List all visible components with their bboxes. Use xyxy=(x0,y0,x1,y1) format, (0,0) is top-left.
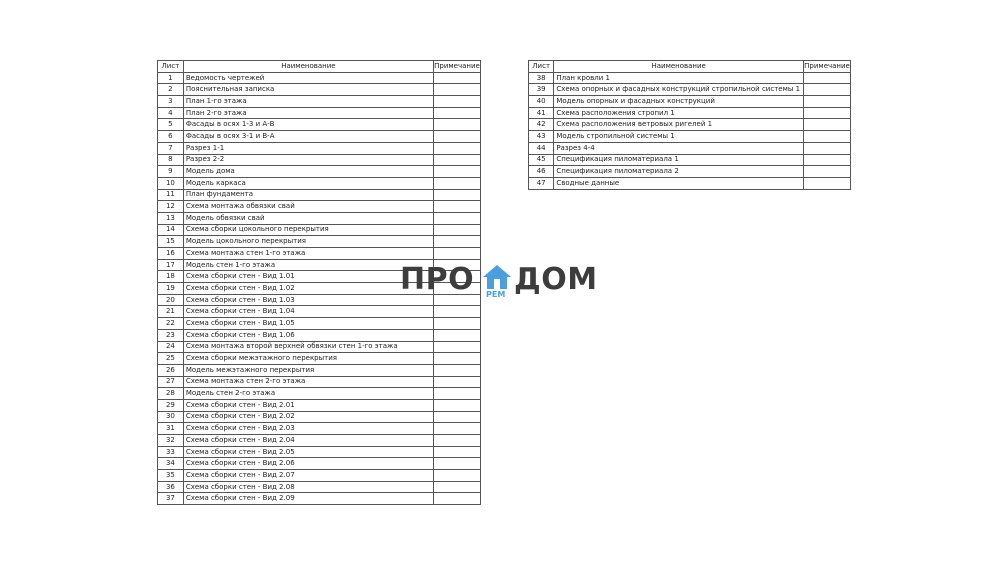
sheet-number: 26 xyxy=(158,364,184,376)
header-sheet: Лист xyxy=(158,61,184,73)
sheet-title: Схема расположения ветровых ригелей 1 xyxy=(554,119,804,131)
table-row xyxy=(158,166,481,178)
table-row xyxy=(158,329,481,341)
sheet-note xyxy=(434,107,481,119)
sheet-number: 14 xyxy=(158,224,184,236)
sheet-title: Схема сборки стен - Вид 1.01 xyxy=(183,271,433,283)
prodom-watermark-logo xyxy=(400,262,600,302)
sheet-number: 34 xyxy=(158,458,184,470)
sheet-number: 43 xyxy=(529,131,554,143)
sheet-title: Схема сборки стен - Вид 2.01 xyxy=(183,399,433,411)
table-row xyxy=(529,119,851,131)
sheet-number: 22 xyxy=(158,318,184,330)
table-row xyxy=(158,458,481,470)
sheet-title: Модель опорных и фасадных конструкций xyxy=(554,96,804,108)
sheet-note xyxy=(434,458,481,470)
sheet-title: Модель стен 2-го этажа xyxy=(183,388,433,400)
table-row xyxy=(529,142,851,154)
sheet-number: 47 xyxy=(529,177,554,189)
sheet-note xyxy=(804,131,851,143)
table-row xyxy=(158,388,481,400)
sheet-title: Спецификация пиломатериала 2 xyxy=(554,166,804,178)
table-row xyxy=(158,142,481,154)
sheet-title: Схема сборки стен - Вид 2.08 xyxy=(183,481,433,493)
sheet-note xyxy=(434,470,481,482)
sheet-note xyxy=(804,142,851,154)
sheet-number: 44 xyxy=(529,142,554,154)
sheet-note xyxy=(434,189,481,201)
sheet-title: Схема сборки стен - Вид 2.02 xyxy=(183,411,433,423)
sheet-title: Схема расположения стропил 1 xyxy=(554,107,804,119)
sheet-note xyxy=(804,166,851,178)
sheet-note xyxy=(434,446,481,458)
sheet-note xyxy=(434,376,481,388)
sheet-number: 27 xyxy=(158,376,184,388)
house-icon xyxy=(482,264,512,290)
sheet-number: 24 xyxy=(158,341,184,353)
sheet-note xyxy=(434,131,481,143)
sheet-title: Сводные данные xyxy=(554,177,804,189)
sheet-number: 6 xyxy=(158,131,184,143)
sheet-note xyxy=(434,435,481,447)
sheet-title: План кровли 1 xyxy=(554,72,804,84)
header-note: Примечание xyxy=(804,61,851,73)
table-row xyxy=(158,72,481,84)
sheet-note xyxy=(434,224,481,236)
sheet-note xyxy=(434,364,481,376)
sheet-note xyxy=(804,72,851,84)
sheet-note xyxy=(434,142,481,154)
table-row xyxy=(158,236,481,248)
sheet-title: План 2-го этажа xyxy=(183,107,433,119)
sheet-title: Модель стен 1-го этажа xyxy=(183,259,433,271)
header-note: Примечание xyxy=(434,61,481,73)
sheet-title: Разрез 2-2 xyxy=(183,154,433,166)
table-row xyxy=(158,341,481,353)
sheet-number: 31 xyxy=(158,423,184,435)
sheet-title: План 1-го этажа xyxy=(183,96,433,108)
sheet-title: План фундамента xyxy=(183,189,433,201)
table-row xyxy=(158,96,481,108)
logo-text-right: ДОМ xyxy=(514,262,598,297)
sheet-number: 5 xyxy=(158,119,184,131)
table-row xyxy=(529,107,851,119)
sheet-number: 7 xyxy=(158,142,184,154)
sheet-number: 16 xyxy=(158,248,184,260)
sheet-number: 23 xyxy=(158,329,184,341)
sheet-title: Модель межэтажного перекрытия xyxy=(183,364,433,376)
sheet-number: 21 xyxy=(158,306,184,318)
sheet-number: 41 xyxy=(529,107,554,119)
table-row xyxy=(158,423,481,435)
sheet-number: 33 xyxy=(158,446,184,458)
sheet-title: Пояснительная записка xyxy=(183,84,433,96)
drawing-list-table-right xyxy=(528,60,851,190)
sheet-title: Схема сборки стен - Вид 2.09 xyxy=(183,493,433,505)
sheet-note xyxy=(804,84,851,96)
sheet-title: Схема сборки стен - Вид 1.03 xyxy=(183,294,433,306)
sheet-title: Модель каркаса xyxy=(183,177,433,189)
sheet-number: 37 xyxy=(158,493,184,505)
table-row xyxy=(158,318,481,330)
sheet-note xyxy=(434,411,481,423)
table-row xyxy=(158,493,481,505)
sheet-note xyxy=(434,154,481,166)
sheet-title: Схема сборки стен - Вид 2.04 xyxy=(183,435,433,447)
table-row xyxy=(529,96,851,108)
table-row xyxy=(158,470,481,482)
sheet-number: 38 xyxy=(529,72,554,84)
sheet-note xyxy=(434,493,481,505)
sheet-number: 15 xyxy=(158,236,184,248)
sheet-note xyxy=(434,177,481,189)
table-row xyxy=(158,189,481,201)
table-header-row xyxy=(529,61,851,73)
sheet-number: 32 xyxy=(158,435,184,447)
sheet-number: 40 xyxy=(529,96,554,108)
sheet-number: 1 xyxy=(158,72,184,84)
sheet-title: Модель цокольного перекрытия xyxy=(183,236,433,248)
sheet-title: Схема сборки цокольного перекрытия xyxy=(183,224,433,236)
sheet-number: 25 xyxy=(158,353,184,365)
sheet-title: Схема сборки стен - Вид 2.03 xyxy=(183,423,433,435)
sheet-note xyxy=(434,201,481,213)
sheet-title: Схема сборки стен - Вид 1.02 xyxy=(183,283,433,295)
logo-text-left: ПРО xyxy=(400,262,475,297)
sheet-number: 12 xyxy=(158,201,184,213)
sheet-note xyxy=(434,306,481,318)
sheet-note xyxy=(434,399,481,411)
sheet-note xyxy=(434,119,481,131)
sheet-number: 30 xyxy=(158,411,184,423)
sheet-note xyxy=(434,341,481,353)
sheet-number: 35 xyxy=(158,470,184,482)
table-row xyxy=(529,166,851,178)
table-row xyxy=(158,399,481,411)
table-row xyxy=(158,248,481,260)
sheet-title: Разрез 1-1 xyxy=(183,142,433,154)
sheet-note xyxy=(434,166,481,178)
table-row xyxy=(158,224,481,236)
sheet-note xyxy=(434,96,481,108)
table-row xyxy=(529,84,851,96)
table-row xyxy=(158,364,481,376)
table-row xyxy=(158,84,481,96)
table-row xyxy=(158,446,481,458)
table-row xyxy=(158,131,481,143)
sheet-number: 8 xyxy=(158,154,184,166)
table-row xyxy=(529,72,851,84)
sheet-title: Схема монтажа обвязки свай xyxy=(183,201,433,213)
sheet-note xyxy=(434,318,481,330)
sheet-number: 2 xyxy=(158,84,184,96)
sheet-note xyxy=(434,248,481,260)
table-row xyxy=(529,154,851,166)
sheet-title: Схема монтажа второй верхней обвязки стен 1-го этажа xyxy=(183,341,433,353)
sheet-title: Модель стропильной системы 1 xyxy=(554,131,804,143)
sheet-title: Схема опорных и фасадных конструкций стропильной системы 1 xyxy=(554,84,804,96)
table-header-row xyxy=(158,61,481,73)
sheet-note xyxy=(804,177,851,189)
table-row xyxy=(158,107,481,119)
table-row xyxy=(158,177,481,189)
sheet-title: Модель дома xyxy=(183,166,433,178)
sheet-note xyxy=(434,329,481,341)
table-row xyxy=(158,481,481,493)
header-name: Наименование xyxy=(183,61,433,73)
sheet-number: 3 xyxy=(158,96,184,108)
table-row xyxy=(158,411,481,423)
sheet-number: 17 xyxy=(158,259,184,271)
sheet-number: 36 xyxy=(158,481,184,493)
header-name: Наименование xyxy=(554,61,804,73)
sheet-number: 18 xyxy=(158,271,184,283)
sheet-note xyxy=(434,72,481,84)
sheet-number: 45 xyxy=(529,154,554,166)
sheet-title: Схема сборки стен - Вид 2.05 xyxy=(183,446,433,458)
sheet-number: 11 xyxy=(158,189,184,201)
sheet-number: 42 xyxy=(529,119,554,131)
table-row xyxy=(158,154,481,166)
sheet-title: Фасады в осях 3-1 и В-А xyxy=(183,131,433,143)
sheet-note xyxy=(434,236,481,248)
sheet-note xyxy=(804,119,851,131)
sheet-title: Схема сборки стен - Вид 1.06 xyxy=(183,329,433,341)
table-row xyxy=(158,212,481,224)
sheet-note xyxy=(434,423,481,435)
table-row xyxy=(158,376,481,388)
sheet-number: 4 xyxy=(158,107,184,119)
sheet-number: 9 xyxy=(158,166,184,178)
table-row xyxy=(158,306,481,318)
sheet-number: 39 xyxy=(529,84,554,96)
sheet-title: Схема сборки межэтажного перекрытия xyxy=(183,353,433,365)
sheet-title: Схема сборки стен - Вид 1.05 xyxy=(183,318,433,330)
sheet-number: 20 xyxy=(158,294,184,306)
sheet-note xyxy=(434,84,481,96)
sheet-note xyxy=(434,353,481,365)
sheet-title: Разрез 4-4 xyxy=(554,142,804,154)
logo-subtext: РЕМ xyxy=(486,290,506,299)
sheet-number: 29 xyxy=(158,399,184,411)
sheet-number: 13 xyxy=(158,212,184,224)
sheet-number: 10 xyxy=(158,177,184,189)
sheet-number: 46 xyxy=(529,166,554,178)
sheet-title: Схема монтажа стен 1-го этажа xyxy=(183,248,433,260)
sheet-number: 28 xyxy=(158,388,184,400)
sheet-title: Схема сборки стен - Вид 2.06 xyxy=(183,458,433,470)
sheet-title: Схема сборки стен - Вид 1.04 xyxy=(183,306,433,318)
table-row xyxy=(158,119,481,131)
header-sheet: Лист xyxy=(529,61,554,73)
sheet-note xyxy=(434,481,481,493)
table-row xyxy=(529,131,851,143)
sheet-title: Схема сборки стен - Вид 2.07 xyxy=(183,470,433,482)
sheet-note xyxy=(804,96,851,108)
sheet-note xyxy=(434,388,481,400)
table-row xyxy=(158,201,481,213)
sheet-title: Фасады в осях 1-3 и А-В xyxy=(183,119,433,131)
sheet-title: Спецификация пиломатериала 1 xyxy=(554,154,804,166)
sheet-title: Ведомость чертежей xyxy=(183,72,433,84)
table-row xyxy=(529,177,851,189)
sheet-note xyxy=(804,154,851,166)
table-row xyxy=(158,353,481,365)
table-row xyxy=(158,435,481,447)
sheet-title: Схема монтажа стен 2-го этажа xyxy=(183,376,433,388)
sheet-number: 19 xyxy=(158,283,184,295)
sheet-title: Модель обвязки свай xyxy=(183,212,433,224)
sheet-note xyxy=(434,212,481,224)
sheet-note xyxy=(804,107,851,119)
